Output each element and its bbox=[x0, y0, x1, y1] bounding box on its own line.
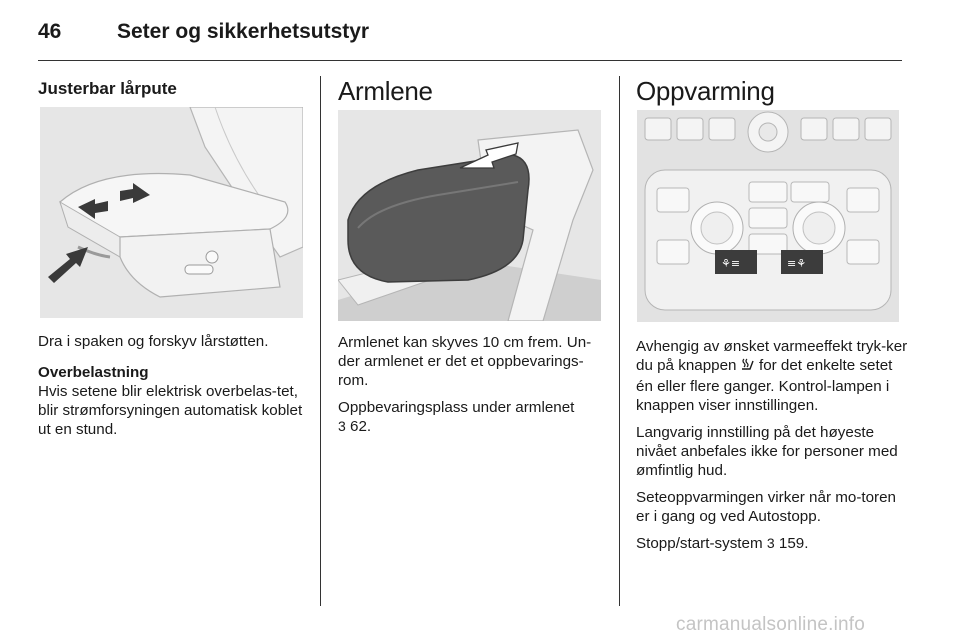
heating-condition: Seteoppvarmingen virker når mo-toren er i gang og ved Autostopp. bbox=[636, 489, 896, 525]
section-heading-armrest: Armlene bbox=[338, 76, 433, 106]
seat-thigh-support-illustration bbox=[40, 107, 303, 318]
stop-start-page-link[interactable]: 159. bbox=[778, 535, 809, 552]
section-heading-heating: Oppvarming bbox=[636, 76, 775, 106]
armrest-storage-text: Oppbevaringsplass under armlenet bbox=[338, 399, 575, 416]
heating-controls-illustration bbox=[637, 110, 899, 322]
page-reference-icon: 3 bbox=[338, 418, 346, 434]
chapter-title: Seter og sikkerhetsutstyr bbox=[117, 20, 370, 43]
overload-description: Hvis setene blir elektrisk overbelas-tet, blir strømforsyningen automatisk koblet ut en stund. bbox=[38, 383, 303, 438]
right-column-text bbox=[636, 337, 908, 561]
armrest-storage-reference bbox=[338, 398, 606, 436]
seat-heating-icon bbox=[741, 357, 755, 377]
armrest-description: Armlenet kan skyves 10 cm frem. Un-der armlenet er det et oppbevarings-rom. bbox=[338, 334, 592, 389]
armrest-illustration bbox=[338, 110, 601, 321]
page-reference-icon: 3 bbox=[766, 535, 775, 551]
page-number: 46 bbox=[38, 20, 62, 43]
heating-warning: Langvarig innstilling på det høyeste nivået anbefales ikke for personer med ømfintlig hud. bbox=[636, 424, 898, 479]
left-column-text bbox=[38, 332, 306, 447]
heating-instructions bbox=[636, 337, 908, 415]
watermark: carmanualsonline.info bbox=[676, 614, 866, 635]
armrest-storage-page-link[interactable]: 62. bbox=[350, 418, 372, 435]
thigh-support-instruction: Dra i spaken og forskyv lårstøtten. bbox=[38, 333, 269, 350]
overload-subheading: Overbelastning bbox=[38, 364, 149, 381]
svg-text:≡⚘: ≡⚘ bbox=[787, 257, 807, 270]
heating-instructions-part-2: for det enkelte setet én eller flere ganger. Kontrol-lampen i knappen viser innstillingen. bbox=[636, 357, 893, 414]
header-divider bbox=[38, 60, 902, 61]
heating-instructions-part-1: Avhengig av ønsket varmeeffekt tryk-ker du på knappen bbox=[636, 338, 908, 374]
svg-text:⚘≡: ⚘≡ bbox=[721, 257, 741, 270]
section-heading-thigh-support: Justerbar lårpute bbox=[38, 79, 177, 98]
column-divider-1 bbox=[320, 76, 321, 606]
column-divider-2 bbox=[619, 76, 620, 606]
middle-column-text bbox=[338, 333, 606, 444]
stop-start-reference bbox=[636, 534, 908, 553]
stop-start-text: Stopp/start-system bbox=[636, 535, 763, 552]
